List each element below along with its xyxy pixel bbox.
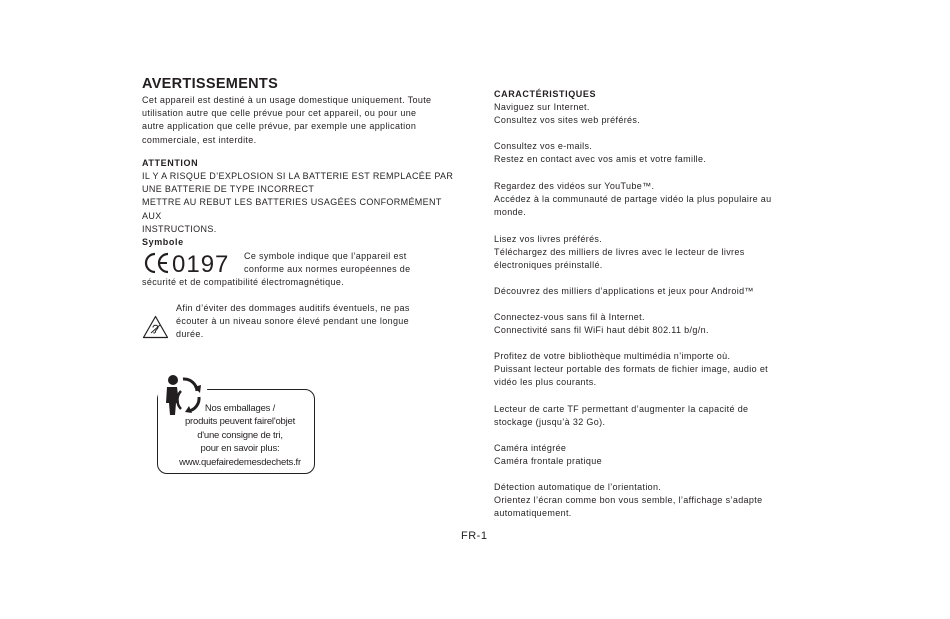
feature-block-tf-card xyxy=(494,403,799,429)
feature-line: stockage (jusqu’à 32 Go). xyxy=(494,417,606,428)
feature-line: Profitez de votre bibliothèque multimédia n’importe où. xyxy=(494,351,731,361)
feature-block-email xyxy=(494,140,799,166)
feature-line: Accédez à la communauté de partage vidéo la plus populaire au xyxy=(494,194,772,205)
feature-line: automatiquement. xyxy=(494,508,572,519)
hearing-line: durée. xyxy=(176,329,204,340)
attention-line: UNE BATTERIE DE TYPE INCORRECT xyxy=(142,184,315,195)
ce-continuation: sécurité et de compatibilité électromagnétique. xyxy=(142,277,345,287)
feature-line: Détection automatique de l’orientation. xyxy=(494,482,662,492)
feature-line: Connectez-vous sans fil à Internet. xyxy=(494,312,645,322)
intro-paragraph xyxy=(142,94,460,147)
warnings-heading: AVERTISSEMENTS xyxy=(142,76,279,92)
feature-line: Consultez vos e-mails. xyxy=(494,141,593,151)
ce-line: conforme aux normes européennes de xyxy=(244,264,411,275)
feature-line: Téléchargez des milliers de livres avec le lecteur de livres xyxy=(494,247,745,258)
ce-line: Ce symbole indique que l’appareil est xyxy=(244,251,407,261)
feature-block-camera xyxy=(494,442,799,468)
attention-paragraph xyxy=(142,170,460,236)
page-number: FR-1 xyxy=(461,530,488,542)
ear-warning-icon xyxy=(142,315,169,339)
feature-line: Naviguez sur Internet. xyxy=(494,102,590,112)
feature-line: Consultez vos sites web préférés. xyxy=(494,115,641,126)
feature-line: Lecteur de carte TF permettant d’augmenter la capacité de xyxy=(494,404,749,414)
attention-line: METTRE AU REBUT LES BATTERIES USAGÉES CONFORMÉMENT AUX xyxy=(142,197,442,221)
feature-block-multimedia xyxy=(494,350,799,390)
feature-line: Lisez vos livres préférés. xyxy=(494,234,603,244)
feature-line: Caméra frontale pratique xyxy=(494,456,602,467)
hearing-warning-symbol xyxy=(142,315,169,339)
attention-line: IL Y A RISQUE D’EXPLOSION SI LA BATTERIE EST REMPLACÉE PAR xyxy=(142,171,454,181)
triman-text xyxy=(165,402,315,469)
feature-line: Caméra intégrée xyxy=(494,443,567,453)
ce-description xyxy=(244,250,460,276)
triman-line: d'une consigne de tri, xyxy=(197,429,283,441)
symbole-title: Symbole xyxy=(142,237,184,247)
hearing-line: écouter à un niveau sonore élevé pendant une longue xyxy=(176,316,410,327)
ce-mark-logo xyxy=(142,250,238,276)
feature-block-orientation xyxy=(494,481,799,521)
intro-line: commerciale, est interdite. xyxy=(142,134,257,145)
triman-url: www.quefairedemesdechets.fr xyxy=(179,456,301,468)
feature-line: Restez en contact avec vos amis et votre famille. xyxy=(494,154,707,165)
feature-block-internet xyxy=(494,101,799,127)
feature-block-wifi xyxy=(494,311,799,337)
feature-line: Découvrez des milliers d’applications et jeux pour Android™ xyxy=(494,286,754,296)
ce-icon xyxy=(142,250,238,276)
features-title: CARACTÉRISTIQUES xyxy=(494,89,597,99)
attention-line: INSTRUCTIONS. xyxy=(142,223,217,234)
feature-line: électroniques préinstallé. xyxy=(494,260,603,271)
feature-line: Connectivité sans fil WiFi haut débit 802.11 b/g/n. xyxy=(494,325,709,336)
ce-number: 0197 xyxy=(172,251,230,276)
feature-line: monde. xyxy=(494,207,527,218)
feature-block-books xyxy=(494,233,799,273)
intro-line: Cet appareil est destiné à un usage domestique uniquement. Toute xyxy=(142,95,432,105)
hearing-line: Afin d’éviter des dommages auditifs éventuels, ne pas xyxy=(176,303,410,313)
triman-line: pour en savoir plus: xyxy=(200,443,280,455)
triman-recycling-notice xyxy=(157,369,317,476)
hearing-warning-text xyxy=(176,302,436,342)
intro-line: utilisation autre que celle prévue pour cet appareil, ou pour une xyxy=(142,108,417,119)
triman-line: Nos emballages / xyxy=(204,403,276,414)
feature-block-apps xyxy=(494,285,799,298)
intro-line: autre application que celle prévue, par exemple une application xyxy=(142,121,417,132)
feature-line: Puissant lecteur portable des formats de fichier image, audio et xyxy=(494,364,769,375)
feature-line: Regardez des vidéos sur YouTube™. xyxy=(494,181,655,191)
attention-title: ATTENTION xyxy=(142,158,199,168)
triman-line: produits peuvent fairel'objet xyxy=(184,416,296,428)
feature-block-youtube xyxy=(494,180,799,220)
feature-line: vidéo les plus courants. xyxy=(494,377,597,388)
feature-line: Orientez l’écran comme bon vous semble, l’affichage s’adapte xyxy=(494,495,763,506)
